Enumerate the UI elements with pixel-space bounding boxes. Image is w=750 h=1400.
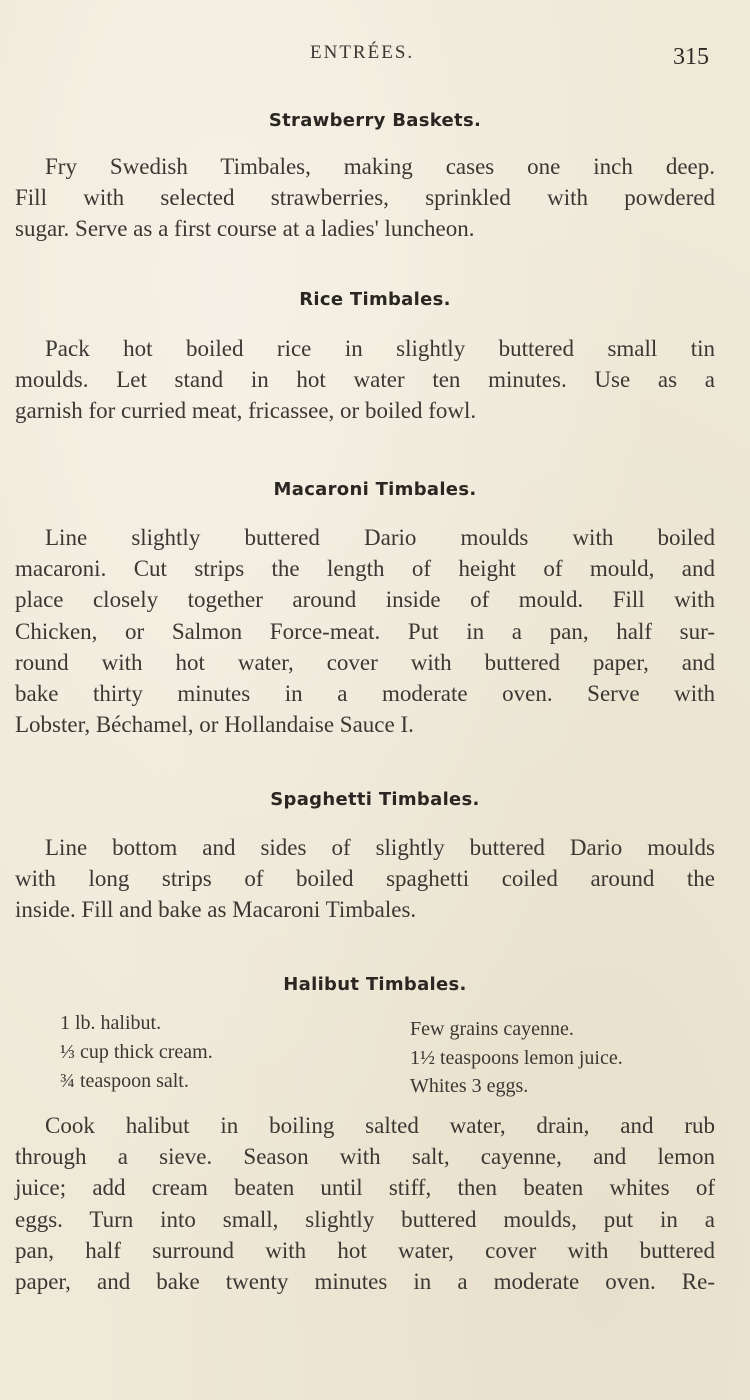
text-line: Line bottom and sides of slightly buttered Dario moulds [45,835,715,860]
ingredient-item: 1 lb. halibut. [60,1012,162,1034]
ingredient-item: Few grains cayenne. [410,1018,574,1040]
text-line: Chicken, or Salmon Force-meat. Put in a pan, half sur- [15,618,715,644]
recipe-text-halibut-timbales [15,1110,715,1297]
recipe-heading-strawberry-baskets: Strawberry Baskets. [268,110,482,131]
text-line: Cook halibut in boiling salted water, drain, and rub [45,1113,715,1138]
recipe-text-macaroni-timbales [15,522,715,740]
recipe-text-strawberry-baskets [15,151,715,245]
recipe-heading-spaghetti-timbales: Spaghetti Timbales. [270,789,480,810]
recipe-heading-macaroni-timbales: Macaroni Timbales. [273,479,477,500]
running-head [0,42,750,76]
text-line: paper, and bake twenty minutes in a moderate oven. Re- [15,1269,715,1295]
recipe-text-rice-timbales [15,333,715,427]
text-line: Lobster, Béchamel, or Hollandaise Sauce I. [15,712,414,738]
ingredient-item: ⅓ cup thick cream. [60,1041,213,1063]
text-line: eggs. Turn into small, slightly buttered moulds, put in a [15,1206,715,1232]
recipe-heading-rice-timbales: Rice Timbales. [299,289,451,310]
ingredient-item: Whites 3 eggs. [410,1075,529,1097]
text-line: with long strips of boiled spaghetti coiled around the [15,866,715,892]
recipe-heading-halibut-timbales: Halibut Timbales. [283,974,467,995]
text-line: bake thirty minutes in a moderate oven. Serve with [15,681,715,707]
text-line: Fry Swedish Timbales, making cases one inch deep. [45,154,715,179]
text-line: Line slightly buttered Dario moulds with boiled [45,525,715,550]
text-line: moulds. Let stand in hot water ten minutes. Use as a [15,367,715,393]
text-line: round with hot water, cover with buttered paper, and [15,649,715,675]
recipe-text-spaghetti-timbales [15,832,715,926]
page-number: 315 [673,44,709,70]
text-line: Fill with selected strawberries, sprinkled with powdered [15,185,715,211]
text-line: macaroni. Cut strips the length of height of mould, and [15,556,715,582]
text-line: place closely together around inside of mould. Fill with [15,587,715,613]
text-line: juice; add cream beaten until stiff, then beaten whites of [15,1175,715,1201]
ingredient-list-halibut [0,1012,750,1102]
running-title: ENTRÉES. [310,42,415,63]
text-line: inside. Fill and bake as Macaroni Timbales. [15,897,417,923]
ingredient-item: ¾ teaspoon salt. [60,1070,189,1092]
ingredient-item: 1½ teaspoons lemon juice. [410,1047,623,1069]
text-line: Pack hot boiled rice in slightly buttered small tin [45,336,715,361]
text-line: garnish for curried meat, fricassee, or boiled fowl. [15,398,477,424]
text-line: through a sieve. Season with salt, cayenne, and lemon [15,1144,715,1170]
text-line: sugar. Serve as a first course at a ladies' luncheon. [15,216,475,242]
text-line: pan, half surround with hot water, cover with buttered [15,1237,715,1263]
